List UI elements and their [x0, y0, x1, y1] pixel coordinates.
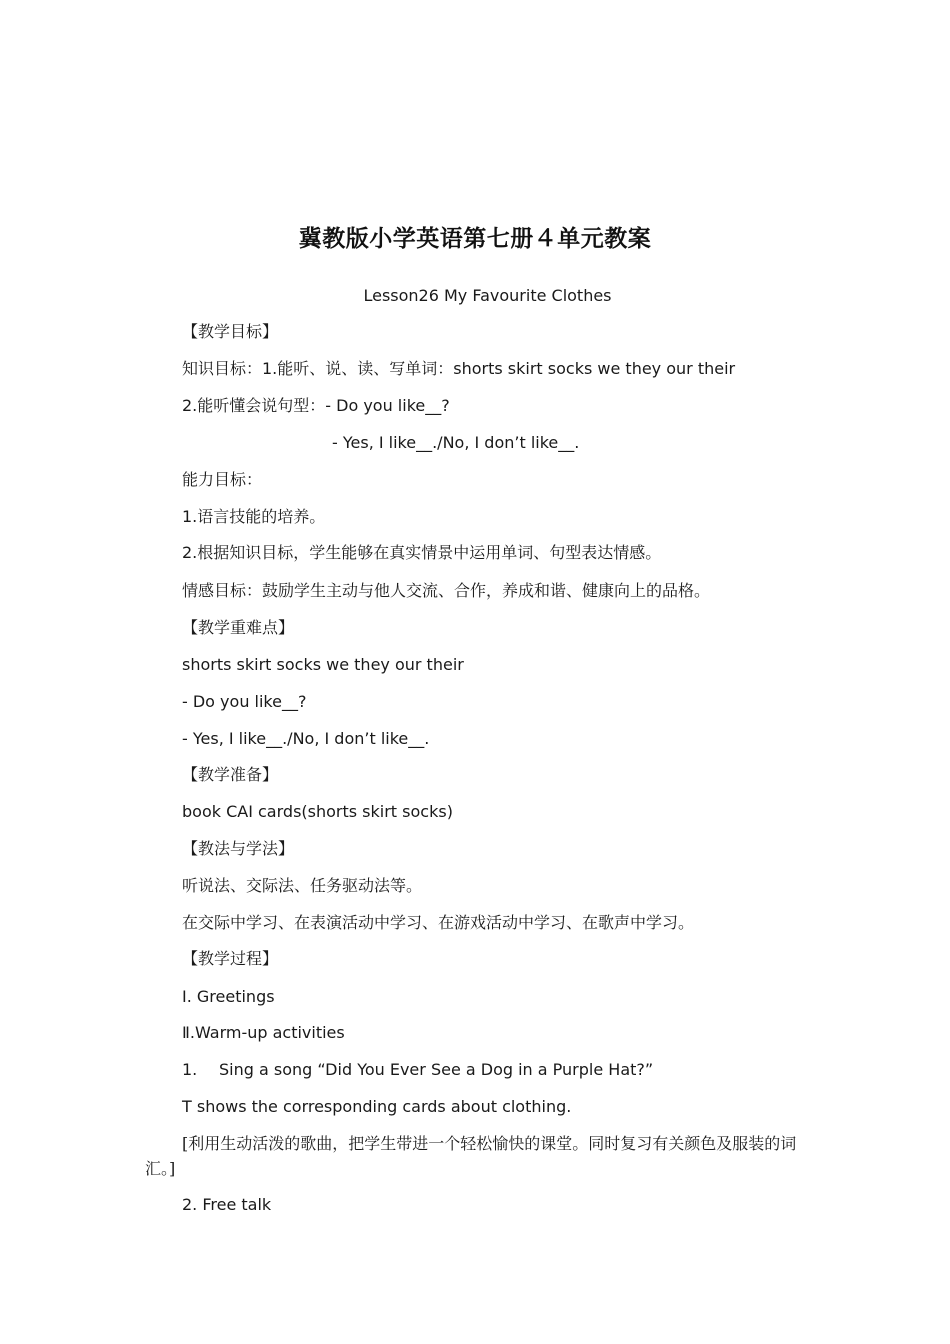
document-title: 冀教版小学英语第七册４单元教案	[298, 226, 652, 252]
free-talk: 2. Free talk	[182, 1195, 272, 1214]
key-points-question: - Do you like__?	[182, 692, 307, 711]
knowledge-goal-pattern-q: 2.能听懂会说句型：- Do you like__?	[182, 396, 450, 415]
song-item-number: 1.	[182, 1060, 198, 1079]
ability-heading: 能力目标：	[182, 470, 263, 489]
prep-items: book CAI cards(shorts skirt socks)	[182, 802, 453, 821]
step-warm-up: Ⅱ.Warm-up activities	[182, 1023, 345, 1042]
knowledge-goal: 知识目标：1.能听、说、读、写单词：shorts skirt socks we they our their	[182, 359, 736, 378]
process-heading: 【教学过程】	[182, 949, 279, 968]
ability-item-1: 1.语言技能的培养。	[182, 507, 326, 526]
methods-heading: 【教法与学法】	[182, 839, 295, 858]
lesson-subtitle: Lesson26 My Favourite Clothes	[363, 286, 612, 305]
methods-item-2: 在交际中学习、在表演活动中学习、在游戏活动中学习、在歌声中学习。	[182, 913, 695, 932]
note-paragraph: [利用生动活泼的歌曲，把学生带进一个轻松愉快的课堂。同时复习有关颜色及服装的词汇。]	[145, 1134, 797, 1178]
prep-heading: 【教学准备】	[182, 765, 279, 784]
key-points-heading: 【教学重难点】	[182, 618, 295, 637]
ability-item-2: 2.根据知识目标，学生能够在真实情景中运用单词、句型表达情感。	[182, 543, 662, 562]
song-item	[182, 1060, 653, 1080]
objectives-heading: 【教学目标】	[182, 322, 279, 341]
step-greetings: Ⅰ. Greetings	[182, 987, 275, 1006]
emotion-goal: 情感目标：鼓励学生主动与他人交流、合作，养成和谐、健康向上的品格。	[182, 581, 711, 600]
key-points-answer: - Yes, I like__./No, I don’t like__.	[182, 729, 430, 748]
cards-text: T shows the corresponding cards about clothing.	[182, 1097, 572, 1116]
key-points-words: shorts skirt socks we they our their	[182, 655, 464, 674]
song-item-text: Sing a song “Did You Ever See a Dog in a Purple Hat?”	[219, 1060, 654, 1079]
methods-item-1: 听说法、交际法、任务驱动法等。	[182, 876, 423, 895]
knowledge-goal-pattern-a: - Yes, I like__./No, I don’t like__.	[332, 433, 580, 452]
